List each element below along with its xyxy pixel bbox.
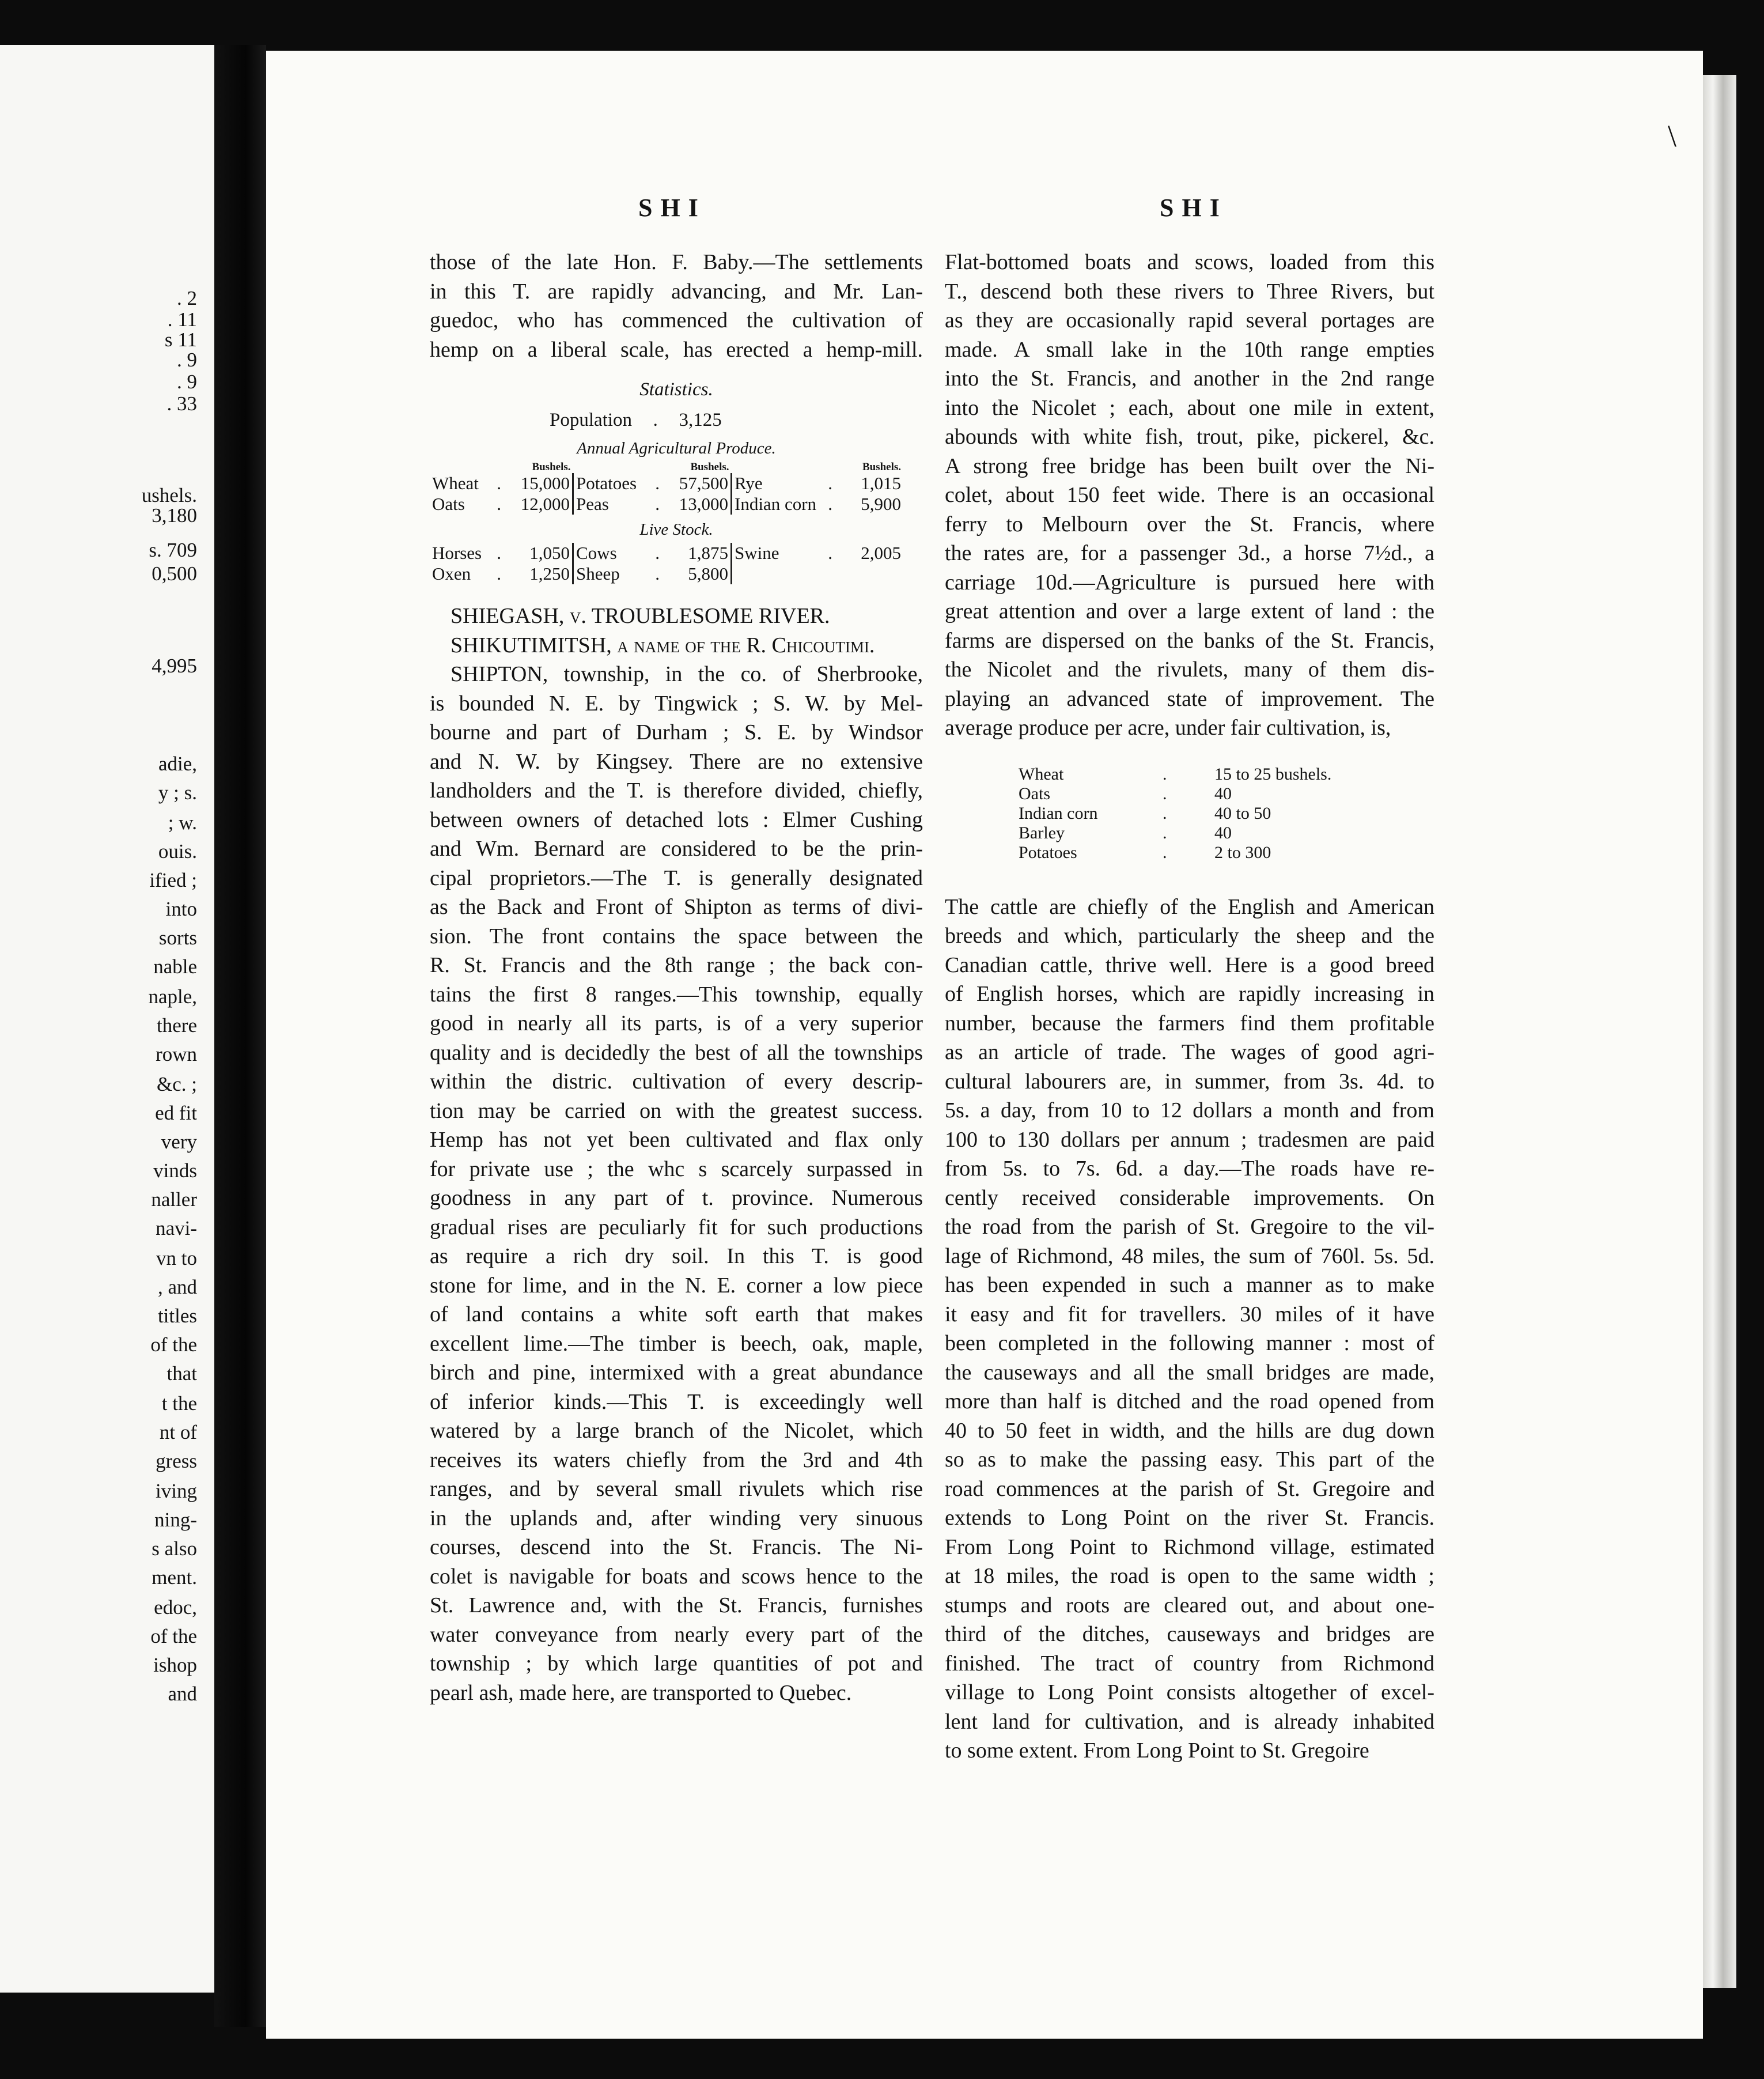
text-line: birch and pine, intermixed with a great abundance <box>430 1360 923 1385</box>
text-line: it easy and fit for travellers. 30 miles of it have <box>945 1302 1434 1326</box>
stat-label: Horses . <box>432 543 501 563</box>
left-page-fragment: adie, <box>158 753 197 775</box>
text-line: number, because the farmers find them profitable <box>945 1011 1434 1035</box>
stat-label <box>732 564 839 584</box>
leader-dot: . <box>1163 823 1167 842</box>
page-edge <box>1703 75 1736 1988</box>
left-page-fragment: 0,500 <box>152 562 197 585</box>
text-line: 5s. a day, from 10 to 12 dollars a month and from <box>945 1098 1434 1122</box>
produce-title: Annual Agricultural Produce. <box>577 439 776 458</box>
stat-label: Peas . <box>576 494 660 514</box>
running-header-right: SHI <box>1160 194 1228 222</box>
text-line: is bounded N. E. by Tingwick ; S. W. by Mel- <box>430 691 923 716</box>
text-line: average produce per acre, under fair cultivation, is, <box>945 716 1391 740</box>
unit-row <box>430 462 903 473</box>
text-line: cently received considerable improvements. On <box>945 1185 1434 1210</box>
left-page-fragment: nt of <box>159 1421 197 1443</box>
entry-head: SHIPTON <box>451 662 543 686</box>
left-page-fragment: rown <box>156 1043 197 1065</box>
text-line: gradual rises are peculiarly fit for such productions <box>430 1215 923 1239</box>
crop-name: Potatoes <box>1019 842 1077 862</box>
text-line: within the distric. cultivation of every descrip- <box>430 1069 923 1094</box>
text-line: A strong free bridge has been built over the Ni- <box>945 453 1434 478</box>
entry-text: , township, in the co. of Sherbrooke, <box>542 662 923 686</box>
leader-dot: . <box>1163 764 1167 784</box>
column-left <box>430 248 923 1707</box>
text-line: good in nearly all its parts, is of a very superior <box>430 1011 923 1035</box>
text-line: cipal proprietors.—The T. is generally designated <box>430 865 923 890</box>
stat-value: 5,900 <box>861 494 901 514</box>
text-line: in the uplands and, after winding very sinuous <box>430 1506 923 1530</box>
text-line: bourne and part of Durham ; S. E. by Windsor <box>430 720 923 744</box>
left-page-fragment: y ; s. <box>158 781 197 804</box>
text-line: has been expended in such a manner as to make <box>945 1273 1434 1297</box>
left-page-fragment: naller <box>151 1188 197 1211</box>
text-line: 40 to 50 feet in width, and the hills are dug down <box>945 1418 1434 1443</box>
leader-dot: . <box>1163 842 1167 862</box>
text-line: 100 to 130 dollars per annum ; tradesmen are paid <box>945 1127 1434 1152</box>
stat-value: 15,000 <box>507 473 573 494</box>
text-line: as the Back and Front of Shipton as terms of divi- <box>430 895 923 919</box>
text-line: lage of Richmond, 48 miles, the sum of 760l. 5s. 5d. <box>945 1243 1434 1268</box>
unit-label: Bushels. <box>532 461 571 473</box>
unit-label: Bushels. <box>690 461 729 473</box>
text-line: ferry to Melbourn over the St. Francis, where <box>945 512 1434 536</box>
text-line: the road from the parish of St. Gregoire to the vil- <box>945 1215 1434 1239</box>
left-page-fragment: ishop <box>153 1654 197 1676</box>
livestock-table <box>430 543 903 584</box>
text-line: more than half is ditched and the road opened from <box>945 1389 1434 1413</box>
text-line: stumps and roots are cleared out, and about one- <box>945 1593 1434 1617</box>
left-page-fragment: . 11 <box>167 308 197 331</box>
text-line: into the Nicolet ; each, about one mile in extent, <box>945 395 1434 420</box>
text-line: watered by a large branch of the Nicolet, which <box>430 1419 923 1443</box>
text-line: guedoc, who has commenced the cultivation of <box>430 308 923 332</box>
left-page-fragment: ushels. <box>141 484 197 506</box>
population-label: Population <box>550 410 633 430</box>
text-line: and N. W. by Kingsey. There are no extensive <box>430 749 923 774</box>
text-line: goodness in any part of t. province. Numerous <box>430 1186 923 1210</box>
entries-block <box>430 602 923 660</box>
left-page-fragment: 4,995 <box>152 655 197 677</box>
text-line: great attention and over a large extent of land : the <box>945 599 1434 623</box>
text-line: in this T. are rapidly advancing, and Mr. Lan- <box>430 279 923 304</box>
stat-label: Swine . <box>735 543 832 563</box>
text-line: The cattle are chiefly of the English and American <box>945 894 1434 919</box>
spacer <box>573 462 666 473</box>
stat-row <box>430 473 903 494</box>
left-page-fragment: s 11 <box>164 328 197 351</box>
text-line: township ; by which large quantities of pot and <box>430 1651 923 1676</box>
text-line: From Long Point to Richmond village, estimated <box>945 1534 1434 1559</box>
text-line: as require a rich dry soil. In this T. is good <box>430 1244 923 1268</box>
spacer <box>732 462 839 473</box>
left-page-fragment: vn to <box>156 1247 197 1269</box>
text-line: as they are occasionally rapid several portages are <box>945 308 1434 332</box>
text-line: for private use ; the whc s scarcely surpassed in <box>430 1156 923 1181</box>
text-line: cultural labourers are, in summer, from 3s. 4d. to <box>945 1069 1434 1094</box>
dictionary-entry: SHIEGASH, v. TROUBLESOME RIVER. <box>451 604 830 628</box>
text-line: colet is navigable for boats and scows hence to the <box>430 1564 923 1589</box>
left-page-fragment: titles <box>157 1305 197 1327</box>
dictionary-entry: SHIKUTIMITSH, a name of the R. Chicoutimi. <box>451 633 875 657</box>
left-page-fragment: ; w. <box>168 811 197 834</box>
text-line: water conveyance from nearly every part of the <box>430 1622 923 1647</box>
text-line: the Nicolet and the rivulets, many of them dis- <box>945 657 1434 682</box>
crop-yield: 40 <box>1214 823 1232 842</box>
stat-value: 12,000 <box>507 494 573 515</box>
produce-table <box>430 462 903 515</box>
text-line: and Wm. Bernard are considered to be the prin- <box>430 837 923 861</box>
text-line: the rates are, for a passenger 3d., a horse 7½d., a <box>945 541 1434 565</box>
left-page-fragment: into <box>165 898 197 920</box>
stat-value: 1,050 <box>507 543 573 564</box>
column-right <box>945 248 1434 1766</box>
text-line: of land contains a white soft earth that makes <box>430 1302 923 1326</box>
text-line: extends to Long Point on the river St. Francis. <box>945 1506 1434 1530</box>
text-line: playing an advanced state of improvement. The <box>945 686 1434 711</box>
text-line: Canadian cattle, thrive well. Here is a good breed <box>945 952 1434 977</box>
left-page-fragment: ment. <box>152 1566 197 1589</box>
stat-label: Potatoes . <box>576 473 660 493</box>
text-line: of inferior kinds.—This T. is exceedingly well <box>430 1389 923 1414</box>
text-line: third of the ditches, causeways and bridges are <box>945 1622 1434 1646</box>
text-line: excellent lime.—The timber is beech, oak, maple, <box>430 1331 923 1356</box>
corner-mark: \ <box>1668 119 1677 153</box>
leader-dot: . <box>1163 803 1167 823</box>
text-line: from 5s. to 7s. 6d. a day.—The roads have re- <box>945 1156 1434 1181</box>
text-line: as an article of trade. The wages of good agri- <box>945 1040 1434 1064</box>
text-line: tains the first 8 ranges.—This township, equally <box>430 982 923 1007</box>
text-line: stone for lime, and in the N. E. corner a low piece <box>430 1273 923 1298</box>
left-page-fragment: 3,180 <box>152 504 197 527</box>
text-line: tion may be carried on with the greatest success. <box>430 1098 923 1123</box>
crop-row <box>1013 823 1337 843</box>
text-line: to some extent. From Long Point to St. Gregoire <box>945 1738 1369 1763</box>
left-page-fragment: , and <box>157 1276 197 1298</box>
text-line <box>430 660 923 689</box>
crop-row <box>1013 765 1337 784</box>
text-line: Flat-bottomed boats and scows, loaded from this <box>945 250 1434 274</box>
left-page-fragment: of the <box>150 1625 197 1647</box>
left-page-fragment: that <box>166 1362 197 1385</box>
population-row: Population . 3,125 <box>550 410 722 430</box>
stat-label: Wheat . <box>432 473 501 493</box>
left-page-fragment: t the <box>161 1392 197 1415</box>
text-line: R. St. Francis and the 8th range ; the back con- <box>430 953 923 977</box>
stat-row <box>430 564 903 584</box>
text-line: at 18 miles, the road is open to the same width ; <box>945 1564 1434 1588</box>
left-page-fragment: ed fit <box>155 1102 197 1124</box>
text-line: courses, descend into the St. Francis. The Ni- <box>430 1535 923 1559</box>
crop-name: Wheat <box>1019 764 1064 784</box>
text-line: abounds with white fish, trout, pike, pickerel, &c. <box>945 425 1434 449</box>
text-line: been completed in the following manner : most of <box>945 1331 1434 1355</box>
text-line: breeds and which, particularly the sheep and the <box>945 924 1434 948</box>
stat-label: Oxen . <box>432 564 501 584</box>
text-line: quality and is decidedly the best of all the townships <box>430 1040 923 1065</box>
left-page-fragment: ouis. <box>158 840 197 863</box>
stat-label: Indian corn . <box>735 494 832 514</box>
agriculture-paragraph <box>945 248 1434 743</box>
left-page-fragment: iving <box>156 1480 197 1502</box>
stat-value: 2,005 <box>861 543 901 563</box>
left-page-fragment: &c. ; <box>157 1073 197 1095</box>
text-line: pearl ash, made here, are transported to Quebec. <box>430 1680 852 1705</box>
stat-value: 1,250 <box>507 564 573 584</box>
stat-label: Cows . <box>576 543 660 563</box>
statistics-block <box>430 379 923 584</box>
stat-value: 13,000 <box>665 494 732 515</box>
text-line: of English horses, which are rapidly increasing in <box>945 982 1434 1006</box>
crop-name: Indian corn <box>1019 803 1098 823</box>
left-page-fragment: of the <box>150 1333 197 1356</box>
left-page-fragment: s. 709 <box>149 539 197 561</box>
left-page-fragment: ified ; <box>149 869 197 891</box>
text-line: so as to make the passing easy. This part of the <box>945 1447 1434 1472</box>
text-line: village to Long Point consists altogether of excel- <box>945 1680 1434 1704</box>
population-value: 3,125 <box>679 410 722 430</box>
stat-value <box>838 564 903 584</box>
stat-value: 57,500 <box>665 473 732 494</box>
crop-yield-table <box>1013 765 1337 863</box>
running-header-left: SHI <box>638 194 706 222</box>
text-line: lent land for cultivation, and is already inhabited <box>945 1709 1434 1734</box>
crop-yield: 2 to 300 <box>1214 842 1271 862</box>
text-line: the causeways and all the small bridges are made, <box>945 1360 1434 1385</box>
left-page-fragment: and <box>168 1683 197 1705</box>
stat-row <box>430 543 903 564</box>
stat-label: Sheep . <box>576 564 660 584</box>
left-page-fragment: navi- <box>156 1217 197 1239</box>
stat-value: 1,015 <box>861 473 901 493</box>
text-line: colet, about 150 feet wide. There is an occasional <box>945 483 1434 507</box>
statistics-title: Statistics. <box>639 379 713 400</box>
crop-row <box>1013 804 1337 823</box>
text-line: T., descend both these rivers to Three Rivers, but <box>945 279 1434 304</box>
livestock-title: Live Stock. <box>639 520 713 539</box>
crop-yield: 15 to 25 bushels. <box>1214 764 1332 784</box>
crop-row <box>1013 784 1337 804</box>
cattle-roads-paragraph <box>945 893 1434 1766</box>
text-line: carriage 10d.—Agriculture is pursued here with <box>945 570 1434 595</box>
text-line: road commences at the parish of St. Gregoire and <box>945 1476 1434 1501</box>
stat-value: 1,875 <box>665 543 732 564</box>
text-line: St. Lawrence and, with the St. Francis, furnishes <box>430 1593 923 1617</box>
shipton-paragraph <box>430 660 923 1707</box>
left-page-fragment: vinds <box>153 1159 197 1182</box>
spacer <box>430 462 507 473</box>
stat-value: 5,800 <box>665 564 732 584</box>
left-page-fragment: . 33 <box>166 392 197 415</box>
left-page-fragment: . 9 <box>177 349 197 371</box>
intro-paragraph <box>430 248 923 364</box>
left-page-fragment: . 2 <box>177 287 197 309</box>
crop-row <box>1013 843 1337 863</box>
left-page-fragment: very <box>161 1131 197 1153</box>
text-line: those of the late Hon. F. Baby.—The settlements <box>430 250 923 274</box>
leader-dot: . <box>1163 784 1167 803</box>
text-line: receives its waters chiefly from the 3rd and 4th <box>430 1447 923 1472</box>
text-line: between owners of detached lots : Elmer Cushing <box>430 807 923 832</box>
unit-label: Bushels. <box>862 461 901 473</box>
stat-label: Rye . <box>735 473 832 493</box>
left-page-fragment: edoc, <box>154 1596 197 1619</box>
left-page-fragment: sorts <box>158 927 197 949</box>
crop-yield: 40 to 50 <box>1214 803 1271 823</box>
left-page-fragment: ning- <box>154 1509 197 1531</box>
left-page-fragment: nable <box>153 955 197 978</box>
text-line: made. A small lake in the 10th range empties <box>945 337 1434 362</box>
text-line: Hemp has not yet been cultivated and flax only <box>430 1128 923 1152</box>
text-line: finished. The tract of country from Richmond <box>945 1651 1434 1676</box>
text-line: sion. The front contains the space between the <box>430 924 923 948</box>
text-line: into the St. Francis, and another in the 2nd range <box>945 366 1434 391</box>
left-page-sliver <box>0 45 214 1993</box>
book-gutter <box>214 45 266 2027</box>
left-page-fragment: . 9 <box>177 371 197 393</box>
left-page-fragment: there <box>157 1014 197 1037</box>
stat-row <box>430 494 903 515</box>
text-line: hemp on a liberal scale, has erected a hemp-mill. <box>430 337 923 362</box>
left-page-fragment: gress <box>156 1450 197 1472</box>
crop-name: Barley <box>1019 823 1065 842</box>
text-line: landholders and the T. is therefore divided, chiefly, <box>430 778 923 803</box>
crop-name: Oats <box>1019 784 1050 803</box>
text-line: ranges, and by several small rivulets which rise <box>430 1477 923 1501</box>
stat-label: Oats . <box>432 494 501 514</box>
left-page-fragment: naple, <box>148 985 197 1008</box>
crop-yield: 40 <box>1214 784 1232 803</box>
left-page-fragment: s also <box>152 1537 197 1560</box>
text-line: farms are dispersed on the banks of the St. Francis, <box>945 628 1434 653</box>
